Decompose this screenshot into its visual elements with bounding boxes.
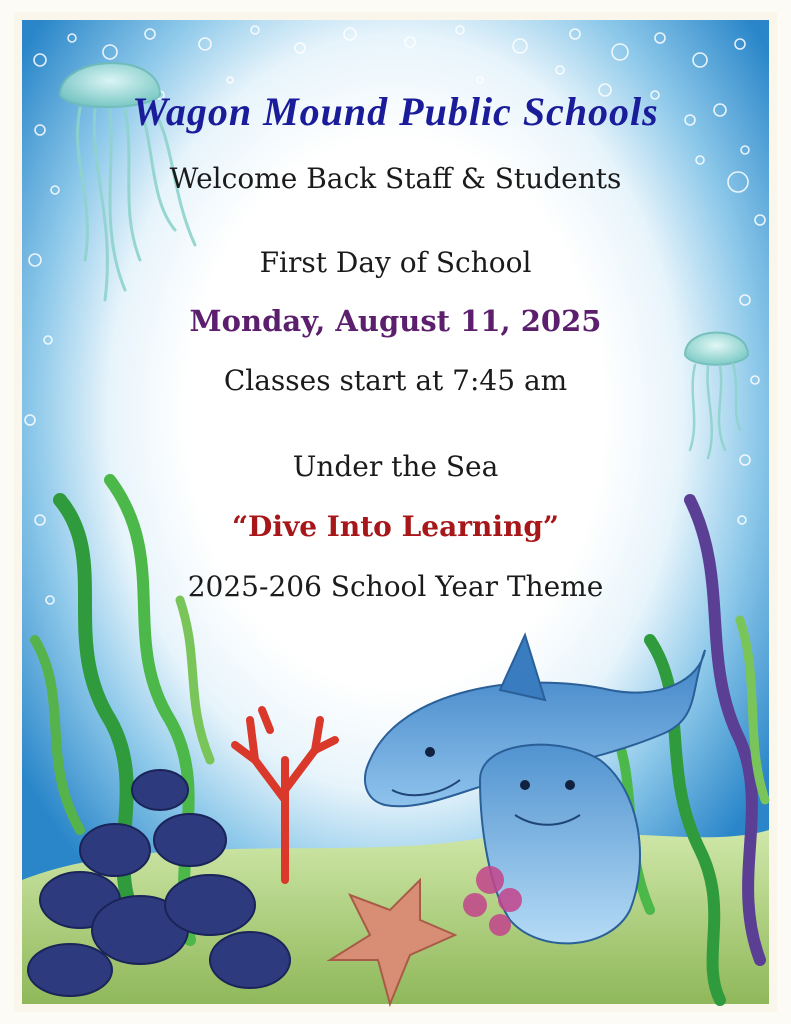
first-day-heading: First Day of School [259,246,532,279]
welcome-message: Welcome Back Staff & Students [169,162,622,195]
school-year-theme: 2025-206 School Year Theme [187,570,604,603]
first-day-date: Monday, August 11, 2025 [189,304,602,338]
theme-name: Under the Sea [292,450,499,483]
school-name-title: Wagon Mound Public Schools [132,89,659,134]
class-start-time: Classes start at 7:45 am [223,364,568,397]
theme-slogan: “Dive Into Learning” [231,510,560,543]
